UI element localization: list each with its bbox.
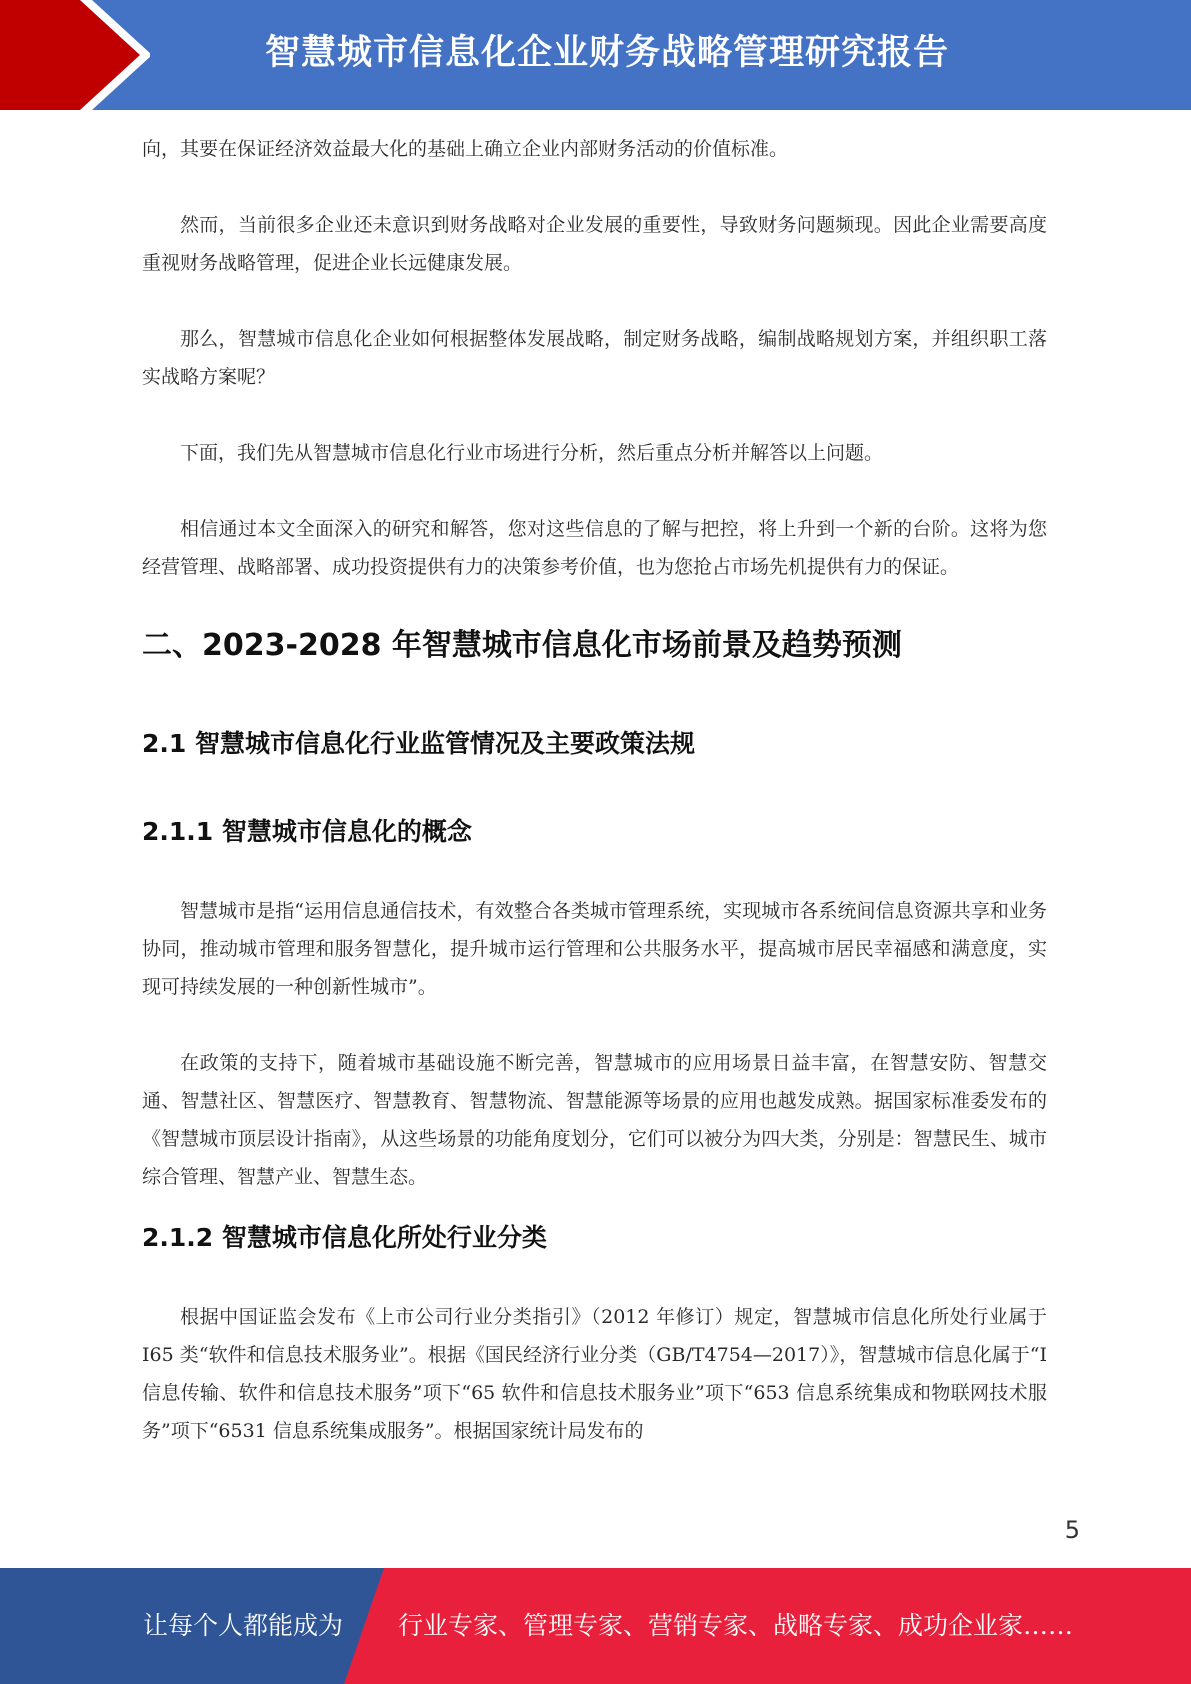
paragraph: 智慧城市是指“运用信息通信技术，有效整合各类城市管理系统，实现城市各系统间信息资源共享和业务协同，推动城市管理和服务智慧化，提升城市运行管理和公共服务水平，提高城市居民幸福感和满意度，实现可持续发展的一种创新性城市”。 <box>142 900 1047 998</box>
page-footer <box>0 1568 1191 1684</box>
report-title: 智慧城市信息化企业财务战略管理研究报告 <box>265 33 950 73</box>
header-red-arrow-shape <box>0 0 150 110</box>
paragraph: 根据中国证监会发布《上市公司行业分类指引》（2012 年修订）规定，智慧城市信息化所处行业属于 I65 类“软件和信息技术服务业”。根据《国民经济行业分类（GB/T4754—2017）》，智慧城市信息化属于“I 信息传输、软件和信息技术服务”项下“65 软件和信息技术服务业”项下“653 信息系统集成和物联网技术服务”项下“6531 信息系统集成服务”。根据国家统计局发布的 <box>142 1306 1047 1442</box>
section-heading-2-1-2: 2.1.2 智慧城市信息化所处行业分类 <box>142 1223 547 1252</box>
paragraph: 然而，当前很多企业还未意识到财务战略对企业发展的重要性，导致财务问题频现。因此企业需要高度重视财务战略管理，促进企业长远健康发展。 <box>142 214 1047 274</box>
section-heading-2-1: 2.1 智慧城市信息化行业监管情况及主要政策法规 <box>142 729 695 758</box>
page-number: 5 <box>1064 1516 1080 1544</box>
paragraph: 下面，我们先从智慧城市信息化行业市场进行分析，然后重点分析并解答以上问题。 <box>180 442 884 464</box>
page-content <box>142 130 1047 1488</box>
page-header <box>0 0 1191 110</box>
footer-slogan-right: 行业专家、管理专家、营销专家、战略专家、成功企业家…… <box>398 1611 1074 1640</box>
section-heading-2: 二、2023-2028 年智慧城市信息化市场前景及趋势预测 <box>142 628 902 663</box>
paragraph: 那么，智慧城市信息化企业如何根据整体发展战略，制定财务战略，编制战略规划方案，并组织职工落实战略方案呢？ <box>142 328 1047 388</box>
paragraph-continuation: 向，其要在保证经济效益最大化的基础上确立企业内部财务活动的价值标准。 <box>142 138 789 160</box>
section-heading-2-1-1: 2.1.1 智慧城市信息化的概念 <box>142 817 472 846</box>
paragraph: 在政策的支持下，随着城市基础设施不断完善，智慧城市的应用场景日益丰富，在智慧安防、智慧交通、智慧社区、智慧医疗、智慧教育、智慧物流、智慧能源等场景的应用也越发成熟。据国家标准委发布的《智慧城市顶层设计指南》，从这些场景的功能角度划分，它们可以被分为四大类，分别是：智慧民生、城市综合管理、智慧产业、智慧生态。 <box>142 1052 1047 1188</box>
footer-slogan-left: 让每个人都能成为 <box>143 1611 344 1640</box>
paragraph: 相信通过本文全面深入的研究和解答，您对这些信息的了解与把控，将上升到一个新的台阶。这将为您经营管理、战略部署、成功投资提供有力的决策参考价值，也为您抢占市场先机提供有力的保证。 <box>142 518 1047 578</box>
